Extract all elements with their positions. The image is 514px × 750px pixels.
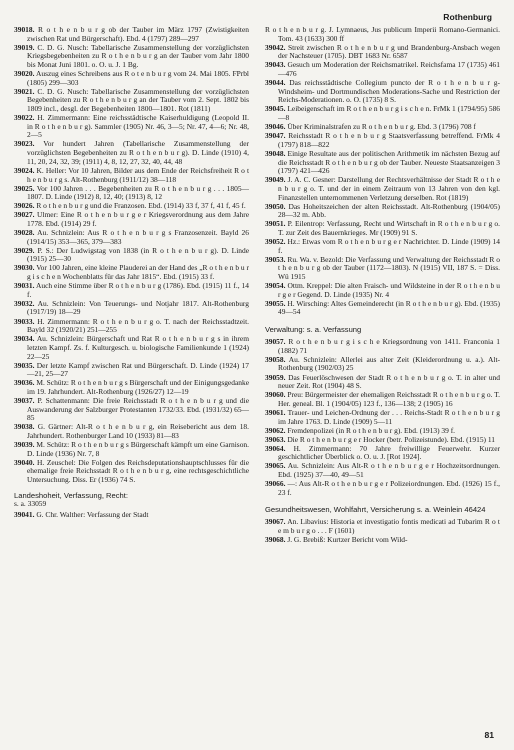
bibliography-entry [265, 105, 500, 122]
entry-number: 39020. [14, 69, 35, 79]
entry-text: Die R o t h e n b u r g e r Hocker (betr. Polizeistunde). Ebd. (1915) 11 [287, 434, 496, 444]
entry-text: Preu: Bürgermeister der ehemaligen Reichsstadt R o t h e n b u r g o. T. Her. genеal. Bl. 1 (1904/05) 123 f., 136—138; 2 (1905) 16 [278, 390, 500, 408]
section-heading-right: Verwaltung: s. a. Verfassung [265, 325, 362, 335]
bibliography-entry [265, 445, 500, 462]
bibliography-entry [14, 211, 249, 228]
entry-number: 39036. [14, 378, 35, 388]
entry-number: 39032. [14, 298, 35, 308]
entry-number: 39060. [265, 390, 286, 400]
bibliography-entry [265, 238, 500, 255]
entry-number: 39062. [265, 425, 286, 435]
bibliography-entry [14, 26, 249, 43]
running-header: Rothenburg [443, 12, 492, 22]
entry-text: M. Schütz: R o t h e n b u r g s Bürgerschaft kämpft um eine Garnison. D. Linde (1936) Nr. 7, 8 [27, 440, 249, 458]
bibliography-entry [265, 536, 500, 545]
entry-text: Au. Schnizlein: Aus R o t h e n b u r g s Franzosenzeit. Bayld 26 (1914/15) 353—365, 379—383 [27, 228, 249, 246]
bibliography-entry [14, 282, 249, 299]
entry-number: 39065. [265, 461, 286, 471]
bibliography-entry [14, 247, 249, 264]
section-heading-right-2: Gesundheitswesen, Wohlfahrt, Versicherung s. a. Weinlein 46424 [265, 505, 486, 515]
bibliography-entry [265, 220, 500, 237]
bibliography-entry [265, 61, 500, 78]
entry-text: Einige Resultate aus der politischen Arithmetik im nächsten Bezug auf die Reichsstadt R o t h e n b u r g ob der Tauber. Neueste Staatsanzeigen 3 (1797) 421—426 [278, 148, 500, 176]
right-column [265, 26, 500, 722]
entry-text: Trauer- und Leichen-Ordnung der . . . Reichs-Stadt R o t h e n b u r g im Jahre 1763. D. Linde (1909) 5—11 [278, 407, 500, 426]
entry-number: 39058. [265, 354, 286, 364]
entry-text: J. G. Brebiß: Kurtzer Bericht vom Wild- [287, 535, 408, 545]
entry-text: C. D. G. Nusch: Tabellarische Zusammenstellung der vorzüglichsten Begebenheiten zu R o t h e n b u r g an der Tauber vom 2. Sept. 1802 bis 1809 incl., desgl. der Begebenheiten 1800—1801. Rot (1811) [27, 86, 249, 114]
bibliography-entry [265, 150, 500, 176]
bibliography-entry [14, 167, 249, 184]
right-entries [265, 26, 500, 317]
entry-text: H. Zimmermann: Eine reichsstädtische Kaiserhuldigung (Leopold II. in R o t h e n b u r g). Sammler (1905) Nr. 46, 3—5; Nr. 47, 4—6; Nr. 48, 2—5 [27, 113, 249, 140]
entry-text: Fremdenpolizei (in R o t h e n b u r g). Ebd. (1913) 39 f. [287, 425, 456, 435]
entry-number: 39038. [14, 422, 35, 432]
entry-number: 39024. [14, 165, 35, 175]
bibliography-entry [14, 511, 249, 520]
entry-number: 39034. [14, 334, 35, 344]
bibliography-entry [14, 44, 249, 70]
left-tail-entries [14, 511, 249, 520]
bibliography-entry [14, 140, 249, 166]
entry-number: 39037. [14, 395, 35, 405]
entry-text: Leibeigenschaft im R o t h e n b u r g i s c h e n. FrMk 1 (1794/95) 586—8 [278, 104, 500, 123]
entry-text: K. Heller: Vor 10 Jahren, Bilder aus dem Ende der Reichsfreiheit R o t h e n b u r g s. Alt-Rothenburg (1911/12) 38—118 [27, 165, 249, 184]
bibliography-entry [265, 374, 500, 391]
bibliography-entry [14, 397, 249, 423]
entry-number: 39063. [265, 434, 286, 444]
bibliography-entry [265, 132, 500, 149]
entry-number: 39041. [14, 510, 35, 520]
bibliography-entry [265, 44, 500, 61]
entry-number: 39030. [14, 263, 35, 273]
entry-text: G. Chr. Walther: Verfassung der Stadt [36, 510, 149, 520]
entry-number: 39031. [14, 281, 35, 291]
two-column-body [14, 26, 500, 722]
entry-number: 39028. [14, 228, 35, 237]
bibliography-entry [14, 300, 249, 317]
bibliography-entry [265, 462, 500, 479]
bibliography-entry [265, 409, 500, 426]
entry-text: —: Aus Alt-R o t h e n b u r g e r Polizeiordnungen. Ebd. (1926) 15 f., 23 f. [278, 479, 500, 497]
entry-text: Reichsstadt R o t h e n b u r g Staatsverfassung betreffend. FrMk 4 (1797) 818—822 [278, 131, 500, 149]
entry-text: Auch eine Stimme über R o t h e n b u r g (1786). Ebd. (1915) 11 f., 14 f. [27, 281, 249, 299]
bibliography-entry [14, 441, 249, 458]
entry-text: R o t h e n b u r g. J. Lymnaeus, Jus publicum Imperii Romano-Germanici. Tom. 43 (1633) 300 ff [265, 26, 500, 43]
entry-number: 39052. [265, 237, 286, 247]
section-ref-left: s. a. 33059 [14, 498, 47, 508]
bibliography-entry [265, 203, 500, 220]
entry-number: 39053. [265, 254, 286, 264]
bibliography-entry [14, 362, 249, 379]
entry-text: R o t h e n b u r g i s c h e Kriegsordnung von 1411. Franconia 1 (1882) 71 [278, 337, 500, 355]
entry-number: 39046. [265, 122, 286, 132]
bibliography-entry [14, 459, 249, 485]
bibliography-entry [14, 379, 249, 396]
entry-text: P. Schattenmann: Die freie Reichsstadt R o t h e n b u r g und die Auswanderung der Salzburger Protestanten 1732/33. Ebd. (1931/32) 65—85 [27, 395, 249, 423]
entry-number: 39044. [265, 78, 286, 88]
bibliography-entry [265, 300, 500, 317]
entry-number: 39048. [265, 148, 286, 158]
entry-number: 39025. [14, 183, 35, 193]
entry-text: M. Schütz: R o t h e n b u r g s Bürgerschaft und der Einigungsgedanke im 19. Jahrhundert. Alt-Rothenburg (1926/27) 12—19 [27, 378, 249, 396]
entry-number: 39067. [265, 517, 286, 527]
entry-text: An. Libavius: Historia et investigatio fontis medicati ad Tubarim R o t e m b u r g o . . . F (1601) [278, 517, 500, 536]
bibliography-entry [265, 26, 500, 43]
bibliography-entry [265, 282, 500, 299]
bibliography-entry [14, 229, 249, 246]
entry-text: Ulmer: Eine R o t h e n b u r g e r Kriegsverordnung aus dem Jahre 1778. Ebd. (1914) 29 f. [27, 210, 249, 228]
entry-text: Au. Schnizlein: Bürgerschaft und Rat R o t h e n b u r g s in ihrem letzten Kampf. Zs. f. Kulturgesch. u. biologische Familienkunde 1 (1924) 22—25 [27, 334, 249, 361]
entry-text: P. S.: Der Ludwigstag von 1838 (in R o t h e n b u r g). D. Linde (1915) 25—30 [27, 245, 249, 264]
entry-number: 39055. [265, 298, 286, 308]
entry-number: 39035. [14, 360, 35, 370]
entry-number: 39029. [14, 245, 35, 255]
entry-number: 39066. [265, 479, 286, 489]
entry-text: Das Feuerlöschwesen der Stadt R o t h e n b u r g o. T. in alter und neuer Zeit. Rot (1904) 48 S. [278, 372, 500, 391]
entry-number: 39049. [265, 175, 286, 185]
entry-text: Au. Schnizlein: Allerlei aus alter Zeit (Kleiderordnung u. a.). Alt-Rothenburg (1902/03) 25 [278, 354, 500, 373]
entry-text: G. Gärtner: Alt-R o t h e n b u r g, ein Reisebericht aus dem 18. Jahrhundert. Rothenburger Land 10 (1933) 81—83 [27, 422, 249, 440]
entry-text: Das Hoheitszeichen der alten Reichsstadt. Alt-Rothenburg (1904/05) 28—32 m. Abb. [278, 201, 500, 220]
bibliography-entry [14, 318, 249, 335]
entry-number: 39021. [14, 86, 35, 96]
entry-text: Au. Schnizlein: Aus Alt-R o t h e n b u r g e r Hochzeitsordnungen. Ebd. (1925) 37—40, 49—51 [278, 461, 500, 480]
entry-number: 39061. [265, 407, 286, 417]
right-tail2-entries [265, 518, 500, 544]
bibliography-entry [14, 70, 249, 87]
entry-text: P. Eilentrop: Verfassung, Recht und Wirtschaft in R o t h e n b u r g o. T. zur Zeit des Bauernkrieges. Mr (1909) 91 S. [278, 219, 500, 237]
entry-number: 39057. [265, 337, 286, 347]
entry-text: Über Kriminalstrafen zu R o t h e n b u r g. Ebd. 3 (1796) 708 f [287, 122, 476, 132]
section-heading-left: Landeshoheit, Verfassung, Recht: [14, 490, 128, 500]
entry-text: Der letzte Kampf zwischen Rat und Bürgerschaft. D. Linde (1924) 17—21, 25—27 [27, 360, 249, 379]
bibliography-entry [14, 335, 249, 361]
bibliography-entry [265, 338, 500, 355]
entry-text: H. Zimmermann: R o t h e n b u r g o. T. nach der Reichsstadtzeit. Bayld 32 (1920/21) 251—255 [27, 316, 249, 335]
bibliography-entry [14, 114, 249, 140]
entry-text: H. Wirsching: Altes Gemeinderecht (in R o t h e n b u r g). Ebd. (1935) 49—54 [278, 298, 500, 317]
entry-number: 39051. [265, 219, 286, 229]
entry-number: 39059. [265, 372, 286, 382]
entry-number: 39064. [265, 443, 286, 453]
entry-number: 39050. [265, 201, 286, 211]
entry-number: 39019. [14, 42, 35, 52]
entry-text: R o t h e n b u r g und die Franzosen. Ebd. (1914) 33 f, 37 f, 41 f, 45 f. [36, 201, 246, 211]
left-entries [14, 26, 249, 485]
entry-number: 39022. [14, 113, 35, 123]
entry-text: J. A. C. Gesner: Darstellung der Rechtsverhältnisse der Stadt R o t h e n b u r g o. T. und der in einem Zeitraum von 13 Jahren von den kgl. Finanzstellen unternommenen Verletzung derselben. Rot (1819) [278, 175, 500, 202]
entry-number: 39039. [14, 440, 35, 450]
entry-text: Ottm. Kreppel: Die alten Fraisch- und Wildsteine in der R o t h e n b u r g e r Gegend. D. Linde (1935) Nr. 4 [278, 281, 500, 299]
entry-number: 39045. [265, 104, 286, 114]
right-tail-entries [265, 338, 500, 497]
entry-text: Vor 100 Jahren . . . Begebenheiten zu R o t h e n b u r g . . . 1805—1807. D. Linde (1912) 8, 12, 40; (1913) 8, 12 [27, 183, 249, 202]
entry-number: 39042. [265, 42, 286, 52]
bibliography-entry [265, 480, 500, 497]
entry-number: 39043. [265, 60, 286, 70]
bibliography-entry [265, 176, 500, 202]
entry-text: Vor 100 Jahren, eine kleine Plauderei an der Hand des „R o t h e n b u r g i s c h e n Wochenblatts für das Jahr 1815“. Ebd. (1915) 33 f. [27, 263, 249, 282]
bibliography-entry [265, 356, 500, 373]
entry-number: 39026. [14, 201, 35, 211]
entry-text: Auszug eines Schreibens aus R o t e n b u r g vom 24. Mai 1805. FPrbl (1805) 299—303 [27, 69, 249, 87]
bibliography-entry [14, 88, 249, 114]
entry-text: Hz.: Etwas vom R o t h e n b u r g e r Nachrichter. D. Linde (1909) 14 f. [278, 237, 500, 255]
entry-text: H. Zimmermann: 70 Jahre freiwillige Feuerwehr. Kurzer geschichtlicher Überblick o. O. u. J. [Rot 1924]. [278, 443, 500, 462]
entry-number: 39023. [14, 139, 35, 149]
page-number: 81 [484, 730, 494, 740]
entry-number: 39033. [14, 316, 35, 326]
left-column [14, 26, 249, 722]
entry-text: Vor hundert Jahren (Tabellarische Zusammenstellung der vorzüglichsten Begebenheiten zu R o t h e n b u r g). D. Linde (1910) 4, 11, 20, 24, 32, 39; (1911) 4, 8, 12, 27, 32, 40, 44, 48 [27, 139, 249, 166]
bibliography-entry [265, 256, 500, 282]
bibliography-entry [14, 185, 249, 202]
entry-text: C. D. G. Nusch: Tabellarische Zusammenstellung der vorzüglichsten Kriegsbegebenheiten zu R o t h e n b u r g an der Tauber vom Jahr 1800 bis Monat Juni 1801. o. O. u. J. 1 Bg. [27, 42, 249, 70]
entry-text: R o t h e n b u r g ob der Tauber im März 1797 (Zwistigkeiten zwischen Rat und Bürgerschaft). Ebd. 4 (1797) 289—297 [27, 26, 249, 43]
entry-number: 39047. [265, 131, 286, 141]
entry-text: Gesuch um Moderation der Reichsmatrikel. Reichsfama 17 (1735) 461—476 [278, 60, 500, 79]
bibliography-entry [265, 391, 500, 408]
entry-number: 39018. [14, 26, 35, 34]
bibliography-entry [265, 79, 500, 105]
entry-text: Das reichsstädtische Collegium puncto der R o t h e n b u r g-Windsheim- und Dortmundischen Moderations-Sache und Restriction der Reichs-Moderationen. o. O. (1735) 8 S. [278, 78, 500, 105]
entry-text: Au. Schnizlein: Von Teuerungs- und Notjahr 1817. Alt-Rothenburg (1917/19) 18—29 [27, 298, 249, 317]
bibliography-entry [14, 423, 249, 440]
entry-number: 39068. [265, 535, 286, 545]
entry-text: Ru. Wa. v. Bezold: Die Verfassung und Verwaltung der Reichsstadt R o t h e n b u r g ob der Tauber (1172—1803). N (1915) VII, 187 S. = Diss. Wü 1915 [278, 254, 500, 282]
entry-text: H. Zeuschel: Die Folgen des Reichsdeputationshauptschlusses für die ehemalige freie Reichsstadt R o t h e n b u r g, eine rechtsgeschichtliche Untersuchung. Diss. Er (1936) 74 S. [27, 457, 249, 485]
entry-text: Streit zwischen R o t h e n b u r g und Brandenburg-Ansbach wegen der Nachsteuer (1705). DBT 1683 Nr. 6587 [278, 42, 500, 61]
entry-number: 39027. [14, 210, 35, 220]
bibliography-entry [265, 518, 500, 535]
bibliography-entry [14, 264, 249, 281]
entry-number: 39040. [14, 457, 35, 467]
entry-number: 39054. [265, 281, 286, 291]
